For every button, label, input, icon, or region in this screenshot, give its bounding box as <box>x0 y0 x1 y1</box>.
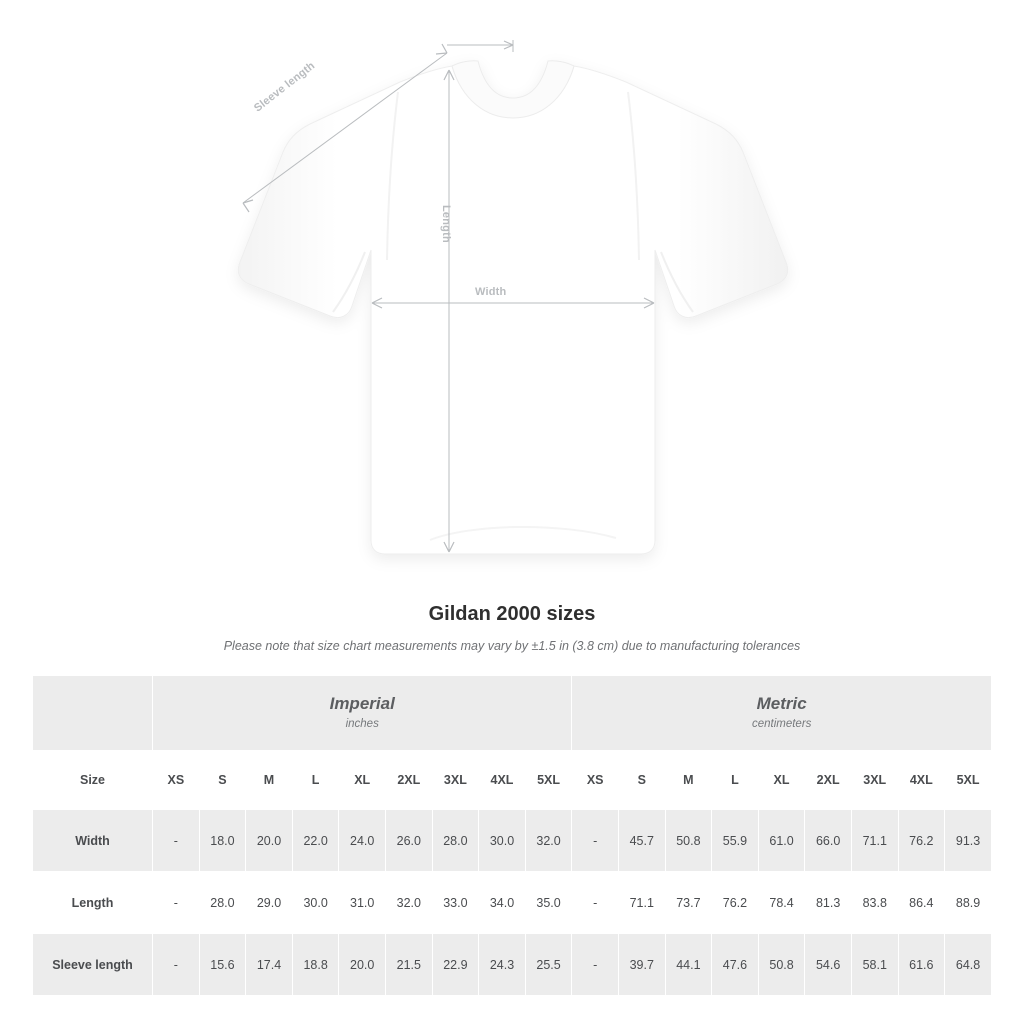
cell-length-imp-s: 28.0 <box>199 872 246 934</box>
col-head-met-m: M <box>665 751 712 810</box>
sleeve-length-label: Sleeve length <box>252 59 318 115</box>
cell-length-met-4xl: 86.4 <box>898 872 945 934</box>
imperial-header <box>153 676 572 751</box>
cell-sleeve-met-5xl: 64.8 <box>945 934 992 996</box>
cell-length-met-l: 76.2 <box>712 872 759 934</box>
cell-length-imp-xs: - <box>153 872 200 934</box>
cell-length-imp-m: 29.0 <box>246 872 293 934</box>
col-head-imp-2xl: 2XL <box>386 751 433 810</box>
cell-length-met-xl: 78.4 <box>758 872 805 934</box>
cell-width-met-s: 45.7 <box>618 810 665 872</box>
col-head-imp-xl: XL <box>339 751 386 810</box>
cell-length-imp-xl: 31.0 <box>339 872 386 934</box>
cell-sleeve-met-4xl: 61.6 <box>898 934 945 996</box>
imperial-sub: inches <box>345 718 379 731</box>
cell-sleeve-met-3xl: 58.1 <box>851 934 898 996</box>
size-header-row <box>33 751 992 810</box>
tolerance-note: Please note that size chart measurements may vary by ±1.5 in (3.8 cm) due to manufacturing tolerances <box>223 639 801 653</box>
cell-width-imp-5xl: 32.0 <box>525 810 572 872</box>
col-head-met-4xl: 4XL <box>898 751 945 810</box>
col-head-imp-xs: XS <box>153 751 200 810</box>
cell-width-imp-xl: 24.0 <box>339 810 386 872</box>
col-head-met-l: L <box>712 751 759 810</box>
cell-length-imp-4xl: 34.0 <box>479 872 526 934</box>
cell-sleeve-imp-4xl: 24.3 <box>479 934 526 996</box>
cell-length-imp-3xl: 33.0 <box>432 872 479 934</box>
size-table <box>32 675 992 996</box>
table-row <box>33 934 992 996</box>
page-title: Gildan 2000 sizes <box>428 603 596 625</box>
cell-width-met-3xl: 71.1 <box>851 810 898 872</box>
col-head-imp-4xl: 4XL <box>479 751 526 810</box>
cell-width-met-4xl: 76.2 <box>898 810 945 872</box>
cell-sleeve-imp-5xl: 25.5 <box>525 934 572 996</box>
cell-length-met-s: 71.1 <box>618 872 665 934</box>
cell-sleeve-met-m: 44.1 <box>665 934 712 996</box>
imperial-name: Imperial <box>329 694 395 714</box>
col-head-imp-3xl: 3XL <box>432 751 479 810</box>
cell-width-met-2xl: 66.0 <box>805 810 852 872</box>
row-label-length: Length <box>33 872 153 934</box>
cell-width-imp-m: 20.0 <box>246 810 293 872</box>
cell-width-met-m: 50.8 <box>665 810 712 872</box>
metric-name: Metric <box>756 694 807 714</box>
col-head-imp-s: S <box>199 751 246 810</box>
col-head-met-s: S <box>618 751 665 810</box>
cell-length-met-5xl: 88.9 <box>945 872 992 934</box>
metric-sub: centimeters <box>751 718 812 731</box>
cell-sleeve-imp-2xl: 21.5 <box>386 934 433 996</box>
cell-sleeve-imp-xl: 20.0 <box>339 934 386 996</box>
col-head-imp-5xl: 5XL <box>525 751 572 810</box>
col-head-imp-m: M <box>246 751 293 810</box>
col-head-met-xs: XS <box>572 751 619 810</box>
cell-width-met-xl: 61.0 <box>758 810 805 872</box>
metric-header <box>572 676 992 751</box>
row-label-sleeve-length: Sleeve length <box>33 934 153 996</box>
cell-length-imp-5xl: 35.0 <box>525 872 572 934</box>
table-corner <box>33 676 153 751</box>
table-row <box>33 872 992 934</box>
cell-length-imp-2xl: 32.0 <box>386 872 433 934</box>
col-head-imp-l: L <box>292 751 339 810</box>
row-label-width: Width <box>33 810 153 872</box>
cell-sleeve-met-xl: 50.8 <box>758 934 805 996</box>
cell-width-imp-2xl: 26.0 <box>386 810 433 872</box>
cell-width-imp-xs: - <box>153 810 200 872</box>
length-label: Length <box>440 205 452 243</box>
cell-length-met-3xl: 83.8 <box>851 872 898 934</box>
cell-sleeve-imp-l: 18.8 <box>292 934 339 996</box>
cell-sleeve-met-l: 47.6 <box>712 934 759 996</box>
cell-sleeve-imp-s: 15.6 <box>199 934 246 996</box>
col-head-met-5xl: 5XL <box>945 751 992 810</box>
cell-width-met-5xl: 91.3 <box>945 810 992 872</box>
cell-sleeve-imp-3xl: 22.9 <box>432 934 479 996</box>
cell-length-met-2xl: 81.3 <box>805 872 852 934</box>
col-head-met-3xl: 3XL <box>851 751 898 810</box>
size-table-wrapper <box>32 675 992 996</box>
cell-sleeve-met-2xl: 54.6 <box>805 934 852 996</box>
cell-sleeve-met-s: 39.7 <box>618 934 665 996</box>
cell-width-imp-l: 22.0 <box>292 810 339 872</box>
cell-sleeve-met-xs: - <box>572 934 619 996</box>
cell-width-imp-s: 18.0 <box>199 810 246 872</box>
col-head-met-2xl: 2XL <box>805 751 852 810</box>
cell-length-imp-l: 30.0 <box>292 872 339 934</box>
cell-length-met-m: 73.7 <box>665 872 712 934</box>
size-label: Size <box>33 751 153 810</box>
cell-sleeve-imp-xs: - <box>153 934 200 996</box>
col-head-met-xl: XL <box>758 751 805 810</box>
cell-width-imp-3xl: 28.0 <box>432 810 479 872</box>
cell-sleeve-imp-m: 17.4 <box>246 934 293 996</box>
unit-header-row <box>33 676 992 751</box>
cell-length-met-xs: - <box>572 872 619 934</box>
table-row <box>33 810 992 872</box>
width-label: Width <box>475 286 507 298</box>
tshirt-shape <box>238 61 787 554</box>
cell-width-met-l: 55.9 <box>712 810 759 872</box>
cell-width-met-xs: - <box>572 810 619 872</box>
cell-width-imp-4xl: 30.0 <box>479 810 526 872</box>
